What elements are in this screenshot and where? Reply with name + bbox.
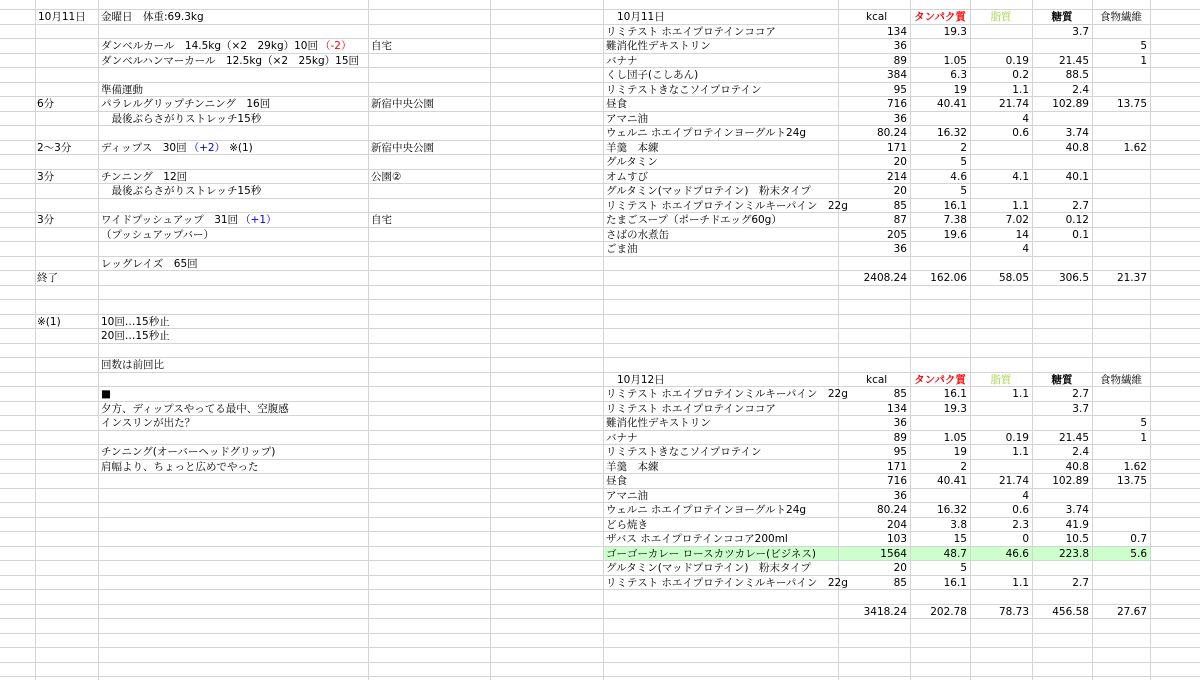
food-name-cell[interactable]: リミテスト ホエイプロテインミルキーパイン 22g [606, 576, 848, 589]
food-kcal-cell[interactable]: 716 [886, 97, 907, 110]
food-kcal-cell[interactable]: 89 [893, 54, 907, 67]
food-name-cell[interactable]: ごま油 [606, 242, 638, 255]
total-kcal-cell[interactable]: 3418.24 [863, 605, 907, 618]
row-gridline [0, 633, 1200, 634]
food-kcal-cell[interactable]: 103 [886, 532, 907, 545]
header-fat[interactable]: 脂質 [990, 10, 1012, 23]
food-fat-cell[interactable]: 0.6 [1012, 503, 1029, 516]
food-carb-cell[interactable]: 102.89 [1052, 474, 1089, 487]
food-kcal-cell[interactable]: 1564 [880, 547, 907, 560]
food-name-cell[interactable]: 昼食 [606, 97, 627, 110]
food-kcal-cell[interactable]: 36 [893, 242, 907, 255]
food-name-cell[interactable]: 羊羹 本練 [606, 460, 659, 473]
food-fat-cell[interactable]: 1.1 [1012, 445, 1029, 458]
food-carb-cell[interactable]: 21.45 [1058, 431, 1089, 444]
header-kcal[interactable]: kcal [866, 373, 888, 386]
row-gridline [0, 24, 1200, 25]
exercise-cell[interactable]: チンニング(オーバーヘッドグリップ) [101, 445, 276, 458]
food-kcal-cell[interactable]: 214 [886, 170, 907, 183]
food-kcal-cell[interactable]: 20 [893, 561, 907, 574]
rest-time-cell[interactable]: 2～3分 [37, 141, 72, 154]
food-protein-cell[interactable]: 19 [953, 83, 967, 96]
food-carb-cell[interactable]: 0.12 [1065, 213, 1089, 226]
column-gridline [35, 0, 36, 680]
food-fat-cell[interactable]: 2.3 [1012, 518, 1029, 531]
row-gridline [0, 343, 1200, 344]
food-name-cell[interactable]: ゴーゴーカレー ロースカツカレー(ビジネス) [606, 547, 816, 560]
rest-time-cell[interactable]: 終了 [37, 271, 58, 284]
total-carb-cell[interactable]: 306.5 [1058, 271, 1089, 284]
food-kcal-cell[interactable]: 85 [893, 576, 907, 589]
column-gridline [490, 0, 491, 680]
food-fat-cell[interactable]: 0.6 [1012, 126, 1029, 139]
total-fiber-cell[interactable]: 27.67 [1116, 605, 1147, 618]
food-kcal-cell[interactable]: 36 [893, 416, 907, 429]
place-cell[interactable]: 公園② [371, 170, 402, 183]
food-protein-cell[interactable]: 16.32 [936, 503, 967, 516]
exercise-cell[interactable]: 肩幅より、ちょっと広めでやった [101, 460, 259, 473]
food-name-cell[interactable]: オムすび [606, 170, 648, 183]
place-cell[interactable]: 自宅 [371, 39, 392, 52]
food-fiber-cell[interactable]: 1.62 [1123, 141, 1147, 154]
food-kcal-cell[interactable]: 205 [886, 228, 907, 241]
food-protein-cell[interactable]: 16.1 [943, 387, 967, 400]
food-fat-cell[interactable]: 0.19 [1005, 431, 1029, 444]
food-name-cell[interactable]: リミテスト ホエイプロテインミルキーパイン 22g [606, 199, 848, 212]
total-fat-cell[interactable]: 58.05 [998, 271, 1029, 284]
food-protein-cell[interactable]: 2 [960, 141, 967, 154]
food-fiber-cell[interactable]: 5 [1140, 416, 1147, 429]
total-protein-cell[interactable]: 162.06 [930, 271, 967, 284]
table-date-cell[interactable]: 10月11日 [617, 10, 665, 23]
food-protein-cell[interactable]: 16.1 [943, 576, 967, 589]
diff-cell[interactable]: （+2） [188, 141, 226, 154]
exercise-cell[interactable]: ディップス 30回 [101, 141, 187, 154]
food-protein-cell[interactable]: 5 [960, 561, 967, 574]
header-fat[interactable]: 脂質 [990, 373, 1012, 386]
food-kcal-cell[interactable]: 80.24 [876, 503, 907, 516]
food-kcal-cell[interactable]: 384 [886, 68, 907, 81]
exercise-cell[interactable]: 10回…15秒止 [101, 315, 170, 328]
food-protein-cell[interactable]: 19.6 [943, 228, 967, 241]
total-protein-cell[interactable]: 202.78 [930, 605, 967, 618]
food-protein-cell[interactable]: 19.3 [943, 25, 967, 38]
food-fat-cell[interactable]: 21.74 [998, 474, 1029, 487]
food-protein-cell[interactable]: 15 [953, 532, 967, 545]
exercise-cell[interactable]: ダンベルハンマーカール 12.5kg（×2 25kg）15回 [101, 54, 360, 67]
food-fat-cell[interactable]: 0 [1022, 532, 1029, 545]
exercise-cell[interactable]: 20回…15秒止 [101, 329, 170, 342]
exercise-cell[interactable]: 最後ぶらさがりストレッチ15秒 [101, 184, 262, 197]
food-carb-cell[interactable]: 3.7 [1072, 402, 1089, 415]
food-name-cell[interactable]: 難消化性デキストリン [606, 416, 711, 429]
header-fiber[interactable]: 食物繊維 [1100, 373, 1142, 386]
food-carb-cell[interactable]: 3.74 [1065, 503, 1089, 516]
row-gridline [0, 647, 1200, 648]
food-carb-cell[interactable]: 223.8 [1058, 547, 1089, 560]
exercise-cell[interactable]: 夕方、ディップスやってる最中、空腹感 [101, 402, 289, 415]
food-fat-cell[interactable]: 0.19 [1005, 54, 1029, 67]
exercise-cell[interactable]: 最後ぶらさがりストレッチ15秒 [101, 112, 262, 125]
food-protein-cell[interactable]: 4.6 [950, 170, 967, 183]
exercise-cell[interactable]: レッグレイズ 65回 [101, 257, 198, 270]
food-kcal-cell[interactable]: 95 [893, 445, 907, 458]
food-fat-cell[interactable]: 4 [1022, 242, 1029, 255]
header-carb[interactable]: 糖質 [1051, 10, 1073, 23]
header-protein[interactable]: タンパク質 [914, 10, 966, 23]
header-fiber[interactable]: 食物繊維 [1100, 10, 1142, 23]
rest-time-cell[interactable]: 6分 [37, 97, 55, 110]
food-fiber-cell[interactable]: 5 [1140, 39, 1147, 52]
food-fat-cell[interactable]: 1.1 [1012, 83, 1029, 96]
food-name-cell[interactable]: さばの水煮缶 [606, 228, 669, 241]
food-fat-cell[interactable]: 4.1 [1012, 170, 1029, 183]
food-name-cell[interactable]: 羊羹 本練 [606, 141, 659, 154]
food-kcal-cell[interactable]: 95 [893, 83, 907, 96]
food-kcal-cell[interactable]: 134 [886, 25, 907, 38]
food-fat-cell[interactable]: 4 [1022, 112, 1029, 125]
food-carb-cell[interactable]: 2.4 [1072, 445, 1089, 458]
food-name-cell[interactable]: リミテスト ホエイプロテインミルキーパイン 22g [606, 387, 848, 400]
food-fat-cell[interactable]: 7.02 [1005, 213, 1029, 226]
header-kcal[interactable]: kcal [866, 10, 888, 23]
food-kcal-cell[interactable]: 171 [886, 141, 907, 154]
food-fat-cell[interactable]: 0.2 [1012, 68, 1029, 81]
food-carb-cell[interactable]: 40.8 [1065, 460, 1089, 473]
total-fat-cell[interactable]: 78.73 [998, 605, 1029, 618]
food-fiber-cell[interactable]: 13.75 [1116, 474, 1147, 487]
column-gridline [368, 0, 369, 680]
food-name-cell[interactable]: たまごスープ（ポーチドエッグ60g） [606, 213, 782, 226]
food-protein-cell[interactable]: 48.7 [943, 547, 967, 560]
food-protein-cell[interactable]: 2 [960, 460, 967, 473]
weekday-weight-cell[interactable]: 金曜日 体重:69.3kg [101, 10, 204, 23]
exercise-cell[interactable]: ワイドプッシュアップ 31回 [101, 213, 239, 226]
food-protein-cell[interactable]: 19 [953, 445, 967, 458]
food-fat-cell[interactable]: 1.1 [1012, 199, 1029, 212]
rest-time-cell[interactable]: 3分 [37, 170, 55, 183]
exercise-cell[interactable]: 準備運動 [101, 83, 143, 96]
food-protein-cell[interactable]: 1.05 [943, 54, 967, 67]
food-fat-cell[interactable]: 1.1 [1012, 576, 1029, 589]
row-gridline [0, 328, 1200, 329]
food-name-cell[interactable]: ウェルニ ホエイプロテインヨーグルト24g [606, 126, 807, 139]
total-fiber-cell[interactable]: 21.37 [1116, 271, 1147, 284]
exercise-cell[interactable]: チンニング 12回 [101, 170, 188, 183]
place-cell[interactable]: 自宅 [371, 213, 392, 226]
food-name-cell[interactable]: 難消化性デキストリン [606, 39, 711, 52]
food-fiber-cell[interactable]: 1 [1140, 54, 1147, 67]
food-name-cell[interactable]: どら焼き [606, 518, 648, 531]
diff-cell[interactable]: （+1） [240, 213, 277, 226]
exercise-cell[interactable]: ダンベルカール 14.5kg（×2 29kg）10回 [101, 39, 318, 52]
exercise-cell[interactable]: 回数は前回比 [101, 358, 164, 371]
food-name-cell[interactable]: ザバス ホエイプロテインココア200ml [606, 532, 788, 545]
food-protein-cell[interactable]: 5 [960, 184, 967, 197]
food-name-cell[interactable]: バナナ [606, 431, 638, 444]
place-cell[interactable]: 新宿中央公園 [371, 141, 434, 154]
food-carb-cell[interactable]: 2.7 [1072, 387, 1089, 400]
row-gridline [0, 285, 1200, 286]
food-protein-cell[interactable]: 40.41 [936, 97, 967, 110]
food-kcal-cell[interactable]: 36 [893, 489, 907, 502]
row-gridline [0, 662, 1200, 663]
food-fiber-cell[interactable]: 5.6 [1130, 547, 1147, 560]
column-gridline [603, 0, 604, 680]
food-kcal-cell[interactable]: 171 [886, 460, 907, 473]
food-protein-cell[interactable]: 40.41 [936, 474, 967, 487]
food-kcal-cell[interactable]: 85 [893, 387, 907, 400]
food-carb-cell[interactable]: 2.7 [1072, 199, 1089, 212]
food-name-cell[interactable]: グルタミン [606, 155, 658, 168]
food-fat-cell[interactable]: 21.74 [998, 97, 1029, 110]
food-carb-cell[interactable]: 2.4 [1072, 83, 1089, 96]
food-carb-cell[interactable]: 3.7 [1072, 25, 1089, 38]
row-gridline [0, 299, 1200, 300]
food-kcal-cell[interactable]: 204 [886, 518, 907, 531]
food-protein-cell[interactable]: 16.1 [943, 199, 967, 212]
exercise-cell[interactable]: ■ [101, 387, 111, 400]
food-protein-cell[interactable]: 5 [960, 155, 967, 168]
food-name-cell[interactable]: くし団子(こしあん) [606, 68, 699, 81]
total-carb-cell[interactable]: 456.58 [1052, 605, 1089, 618]
food-kcal-cell[interactable]: 87 [893, 213, 907, 226]
row-gridline [0, 676, 1200, 677]
food-name-cell[interactable]: リミテスト ホエイプロテインココア [606, 402, 776, 415]
food-protein-cell[interactable]: 3.8 [950, 518, 967, 531]
food-carb-cell[interactable]: 0.1 [1072, 228, 1089, 241]
note-cell[interactable]: ※(1) [229, 141, 253, 154]
exercise-cell[interactable]: インスリンが出た？ [101, 416, 196, 429]
food-fiber-cell[interactable]: 1.62 [1123, 460, 1147, 473]
food-name-cell[interactable]: リミテスト ホエイプロテインココア [606, 25, 776, 38]
food-kcal-cell[interactable]: 85 [893, 199, 907, 212]
table-date-cell[interactable]: 10月12日 [617, 373, 665, 386]
food-carb-cell[interactable]: 10.5 [1065, 532, 1089, 545]
exercise-cell[interactable]: （プッシュアップバー） [101, 228, 214, 241]
food-name-cell[interactable]: グルタミン(マッドプロテイン) 粉末タイプ [606, 561, 811, 574]
food-kcal-cell[interactable]: 20 [893, 155, 907, 168]
food-fiber-cell[interactable]: 1 [1140, 431, 1147, 444]
column-gridline [98, 0, 99, 680]
header-carb[interactable]: 糖質 [1051, 373, 1073, 386]
food-kcal-cell[interactable]: 36 [893, 39, 907, 52]
food-carb-cell[interactable]: 21.45 [1058, 54, 1089, 67]
food-carb-cell[interactable]: 41.9 [1065, 518, 1089, 531]
food-carb-cell[interactable]: 2.7 [1072, 576, 1089, 589]
food-carb-cell[interactable]: 40.8 [1065, 141, 1089, 154]
food-fat-cell[interactable]: 14 [1015, 228, 1029, 241]
food-kcal-cell[interactable]: 20 [893, 184, 907, 197]
total-kcal-cell[interactable]: 2408.24 [863, 271, 907, 284]
food-name-cell[interactable]: リミテストきなこソイプロテイン [606, 445, 762, 458]
header-protein[interactable]: タンパク質 [914, 373, 966, 386]
food-kcal-cell[interactable]: 36 [893, 112, 907, 125]
date-cell[interactable]: 10月11日 [38, 10, 86, 23]
food-carb-cell[interactable]: 88.5 [1065, 68, 1089, 81]
food-name-cell[interactable]: リミテストきなこソイプロテイン [606, 83, 762, 96]
food-protein-cell[interactable]: 16.32 [936, 126, 967, 139]
food-carb-cell[interactable]: 102.89 [1052, 97, 1089, 110]
food-carb-cell[interactable]: 40.1 [1065, 170, 1089, 183]
food-fat-cell[interactable]: 4 [1022, 489, 1029, 502]
exercise-cell[interactable]: パラレルグリップチンニング 16回 [101, 97, 271, 110]
diff-cell[interactable]: （-2） [319, 39, 352, 52]
food-fiber-cell[interactable]: 13.75 [1116, 97, 1147, 110]
food-name-cell[interactable]: アマニ油 [606, 112, 648, 125]
food-kcal-cell[interactable]: 89 [893, 431, 907, 444]
column-gridline [1150, 0, 1151, 680]
food-protein-cell[interactable]: 6.3 [950, 68, 967, 81]
food-fat-cell[interactable]: 1.1 [1012, 387, 1029, 400]
food-name-cell[interactable]: アマニ油 [606, 489, 648, 502]
row-gridline [0, 357, 1200, 358]
rest-time-cell[interactable]: ※(1) [37, 315, 61, 328]
food-protein-cell[interactable]: 1.05 [943, 431, 967, 444]
food-protein-cell[interactable]: 19.3 [943, 402, 967, 415]
food-fat-cell[interactable]: 46.6 [1005, 547, 1029, 560]
food-protein-cell[interactable]: 7.38 [943, 213, 967, 226]
food-carb-cell[interactable]: 3.74 [1065, 126, 1089, 139]
food-kcal-cell[interactable]: 716 [886, 474, 907, 487]
row-gridline [0, 314, 1200, 315]
food-name-cell[interactable]: バナナ [606, 54, 638, 67]
food-kcal-cell[interactable]: 80.24 [876, 126, 907, 139]
food-kcal-cell[interactable]: 134 [886, 402, 907, 415]
rest-time-cell[interactable]: 3分 [37, 213, 55, 226]
food-name-cell[interactable]: グルタミン(マッドプロテイン) 粉末タイプ [606, 184, 811, 197]
food-name-cell[interactable]: ウェルニ ホエイプロテインヨーグルト24g [606, 503, 807, 516]
place-cell[interactable]: 新宿中央公園 [371, 97, 434, 110]
food-name-cell[interactable]: 昼食 [606, 474, 627, 487]
food-fiber-cell[interactable]: 0.7 [1130, 532, 1147, 545]
